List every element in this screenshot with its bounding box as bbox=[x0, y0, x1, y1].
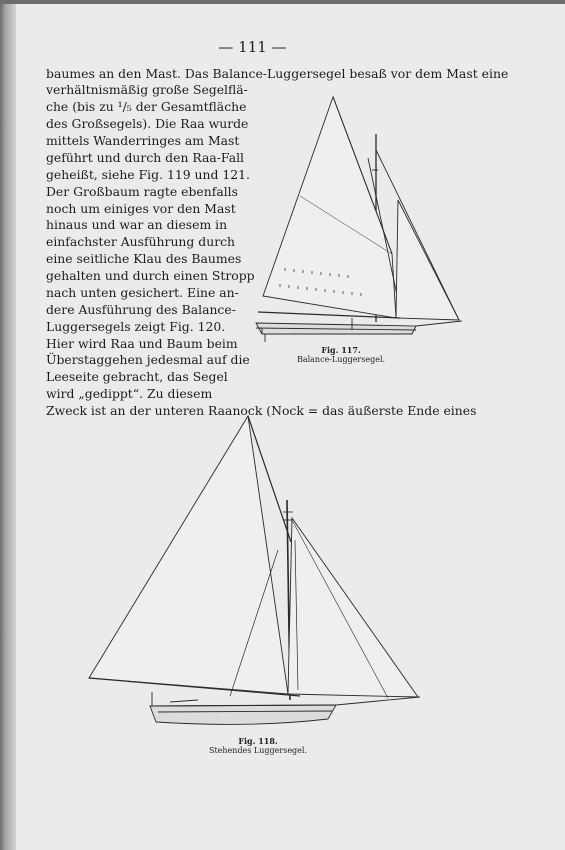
text-line-11: einfachster Ausführung durch bbox=[46, 234, 236, 249]
text-line-6: geführt und durch den Raa-Fall bbox=[46, 150, 245, 165]
text-line-12: eine seitliche Klau des Baumes bbox=[46, 251, 242, 266]
text-line-3: che (bis zu ¹/₅ der Gesamtfläche bbox=[46, 99, 247, 114]
text-line-21: Zweck ist an der unteren Raanock (Nock = das äußerste Ende eines bbox=[46, 403, 477, 418]
text-line-10: hinaus und war an diesem in bbox=[46, 217, 228, 232]
figure-118-title: Stehendes Luggersegel. bbox=[208, 746, 308, 755]
text-line-20: wird „gedippt“. Zu diesem bbox=[46, 386, 213, 401]
text-line-2: verhältnismäßig große Segelflä- bbox=[46, 82, 248, 97]
figure-118-number: Fig. 118. bbox=[238, 736, 278, 746]
page-number: — 111 — bbox=[218, 38, 287, 56]
text-line-17: Hier wird Raa und Baum beim bbox=[46, 336, 238, 351]
text-line-16: Luggersegels zeigt Fig. 120. bbox=[46, 319, 226, 334]
text-line-1: baumes an den Mast. Das Balance-Luggersegel besaß vor dem Mast eine bbox=[46, 66, 509, 81]
text-line-13: gehalten und durch einen Stropp bbox=[46, 268, 255, 283]
figure-117-title: Balance-Luggersegel. bbox=[296, 355, 386, 364]
text-line-7: geheißt, siehe Fig. 119 und 121. bbox=[46, 167, 250, 182]
text-line-4: des Großsegels). Die Raa wurde bbox=[46, 116, 249, 131]
text-line-18: Überstaggehen jedesmal auf die bbox=[46, 352, 250, 367]
text-line-8: Der Großbaum ragte ebenfalls bbox=[46, 184, 239, 199]
text-line-14: nach unten gesichert. Eine an- bbox=[46, 285, 239, 300]
text-line-9: noch um einiges vor den Mast bbox=[46, 201, 236, 216]
figure-117-number: Fig. 117. bbox=[321, 345, 361, 355]
text-line-5: mittels Wanderringes am Mast bbox=[46, 133, 240, 148]
text-line-19: Leeseite gebracht, das Segel bbox=[46, 369, 228, 384]
text-line-15: dere Ausführung des Balance- bbox=[46, 302, 236, 317]
figure-118-caption bbox=[198, 736, 318, 756]
